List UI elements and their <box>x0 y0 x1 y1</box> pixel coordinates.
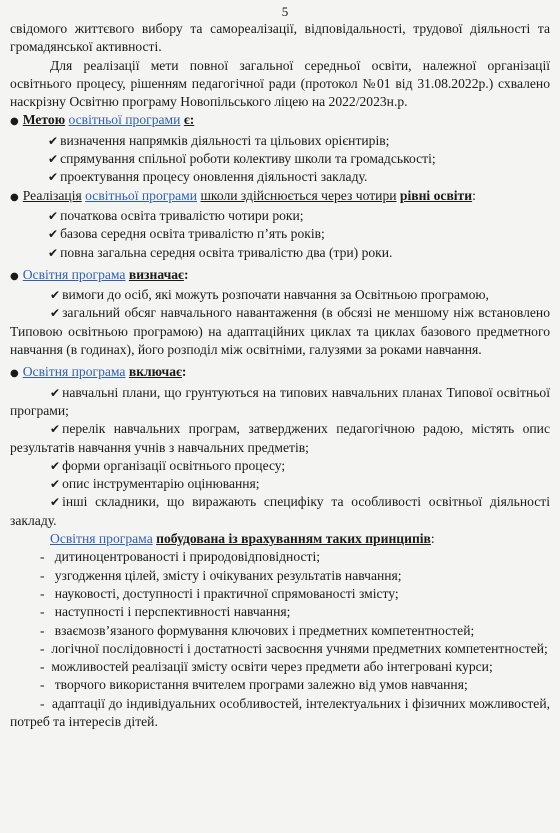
dash-glyph: - <box>40 549 45 565</box>
check-icon: ✔ <box>48 152 59 167</box>
intro-paragraph: свідомого життєвого вибору та самореалізації, відповідальності, трудової діяльності та громадянської активності. <box>10 21 550 55</box>
includes-item: ✔ навчальні плани, що грунтуються на типових навчальних планах Типової освітньої програми; <box>10 384 550 418</box>
bullet-icon: ● <box>10 116 19 128</box>
check-icon: ✔ <box>48 133 59 148</box>
includes-item: ✔ форми організації освітнього процесу; <box>50 457 286 473</box>
includes-heading: ● Освітня програма включає: <box>10 364 187 380</box>
check-icon: ✔ <box>50 458 61 473</box>
bullet-icon: ● <box>10 191 19 203</box>
aim-item: ✔ проектування процесу оновлення діяльності закладу. <box>48 169 368 185</box>
check-icon: ✔ <box>50 306 61 321</box>
levels-heading: ● Реалізація освітньої програми школи здійснюється через чотири рівні освіти: <box>10 187 476 203</box>
bullet-icon: ● <box>10 368 19 380</box>
check-icon: ✔ <box>50 495 61 510</box>
bullet-icon: ● <box>10 270 19 282</box>
principle-item: - логічної послідовності і достатності засвоєння учнями предметних компетентностей; <box>40 640 548 656</box>
dash-glyph: - <box>40 604 45 620</box>
principle-item: - взаємозв’язаного формування ключових і предметних компетентностей; <box>40 622 475 638</box>
dash-glyph: - <box>40 640 45 656</box>
principle-item: - творчого використання вчителем програми залежно від умов навчання; <box>40 677 468 693</box>
page-number: 5 <box>281 4 289 19</box>
dash-glyph: - <box>40 585 45 601</box>
dash-glyph: - <box>40 659 45 675</box>
check-icon: ✔ <box>50 422 61 437</box>
includes-item: ✔ опис інструментарію оцінювання; <box>50 476 260 492</box>
goal-paragraph: Для реалізації мети повної загальної середньої освіти, належної організації освітнього процесу, рішенням педагогічної ради (протокол №01 від 31.08.2022р.) схвалено наскрізну Освітню програму Новопільського ліцею на 2022/2023н.р. <box>10 57 550 110</box>
principle-item: - науковості, доступності і практичної спрямованості змісту; <box>40 585 399 601</box>
check-icon: ✔ <box>50 288 61 303</box>
principles-heading: Освітня програма побудована із врахуванням таких принципів: <box>50 531 435 547</box>
check-icon: ✔ <box>50 385 61 400</box>
level-item: ✔ повна загальна середня освіта тривалістю два (три) роки. <box>48 244 393 260</box>
dash-glyph: - <box>40 622 45 638</box>
dash-glyph: - <box>40 677 45 693</box>
principle-item: - наступності і перспективності навчання; <box>40 604 291 620</box>
defines-item: ✔ вимоги до осіб, які можуть розпочати навчання за Освітньою програмою, <box>50 287 489 303</box>
dash-glyph: - <box>40 695 45 711</box>
level-item: ✔ початкова освіта тривалістю чотири роки; <box>48 207 304 223</box>
defines-item: ✔ загальний обсяг навчального навантаження (в обсязі не меншому ніж встановлено Типовою освітньою програмою) на адаптаційних циклах та циклах базового предметного навчання (в годинах), його розподіл між освітніми, галузями за роками навчання. <box>10 305 550 358</box>
aim-item: ✔ визначення напрямків діяльності та цільових орієнтирів; <box>48 132 390 148</box>
principle-item: - можливостей реалізації змісту освіти через предмети або інтегровані курси; <box>40 659 493 675</box>
check-icon: ✔ <box>48 245 59 260</box>
check-icon: ✔ <box>48 227 59 242</box>
defines-heading: ● Освітня програма визначає: <box>10 266 189 282</box>
aim-item: ✔ спрямування спільної роботи колективу школи та громадськості; <box>48 151 436 167</box>
check-icon: ✔ <box>48 208 59 223</box>
includes-item: ✔ перелік навчальних програм, затверджених педагогічною радою, містять опис результатів навчання учнів з навчальних предметів; <box>10 421 550 455</box>
aim-heading: ● Метою освітньої програми є: <box>10 112 195 128</box>
check-icon: ✔ <box>50 477 61 492</box>
principle-item: - узгодження цілей, змісту і очікуваних результатів навчання; <box>40 567 402 583</box>
check-icon: ✔ <box>48 170 59 185</box>
principle-item: - адаптації до індивідуальних особливостей, інтелектуальних і фізичних можливостей, потреб та інтересів дітей. <box>10 695 550 729</box>
includes-item: ✔ інші складники, що виражають специфіку та особливості освітньої діяльності закладу. <box>10 494 550 528</box>
dash-glyph: - <box>40 567 45 583</box>
principle-item: - дитиноцентрованості і природовідповідності; <box>40 549 320 565</box>
level-item: ✔ базова середня освіта тривалістю п’ять років; <box>48 226 325 242</box>
